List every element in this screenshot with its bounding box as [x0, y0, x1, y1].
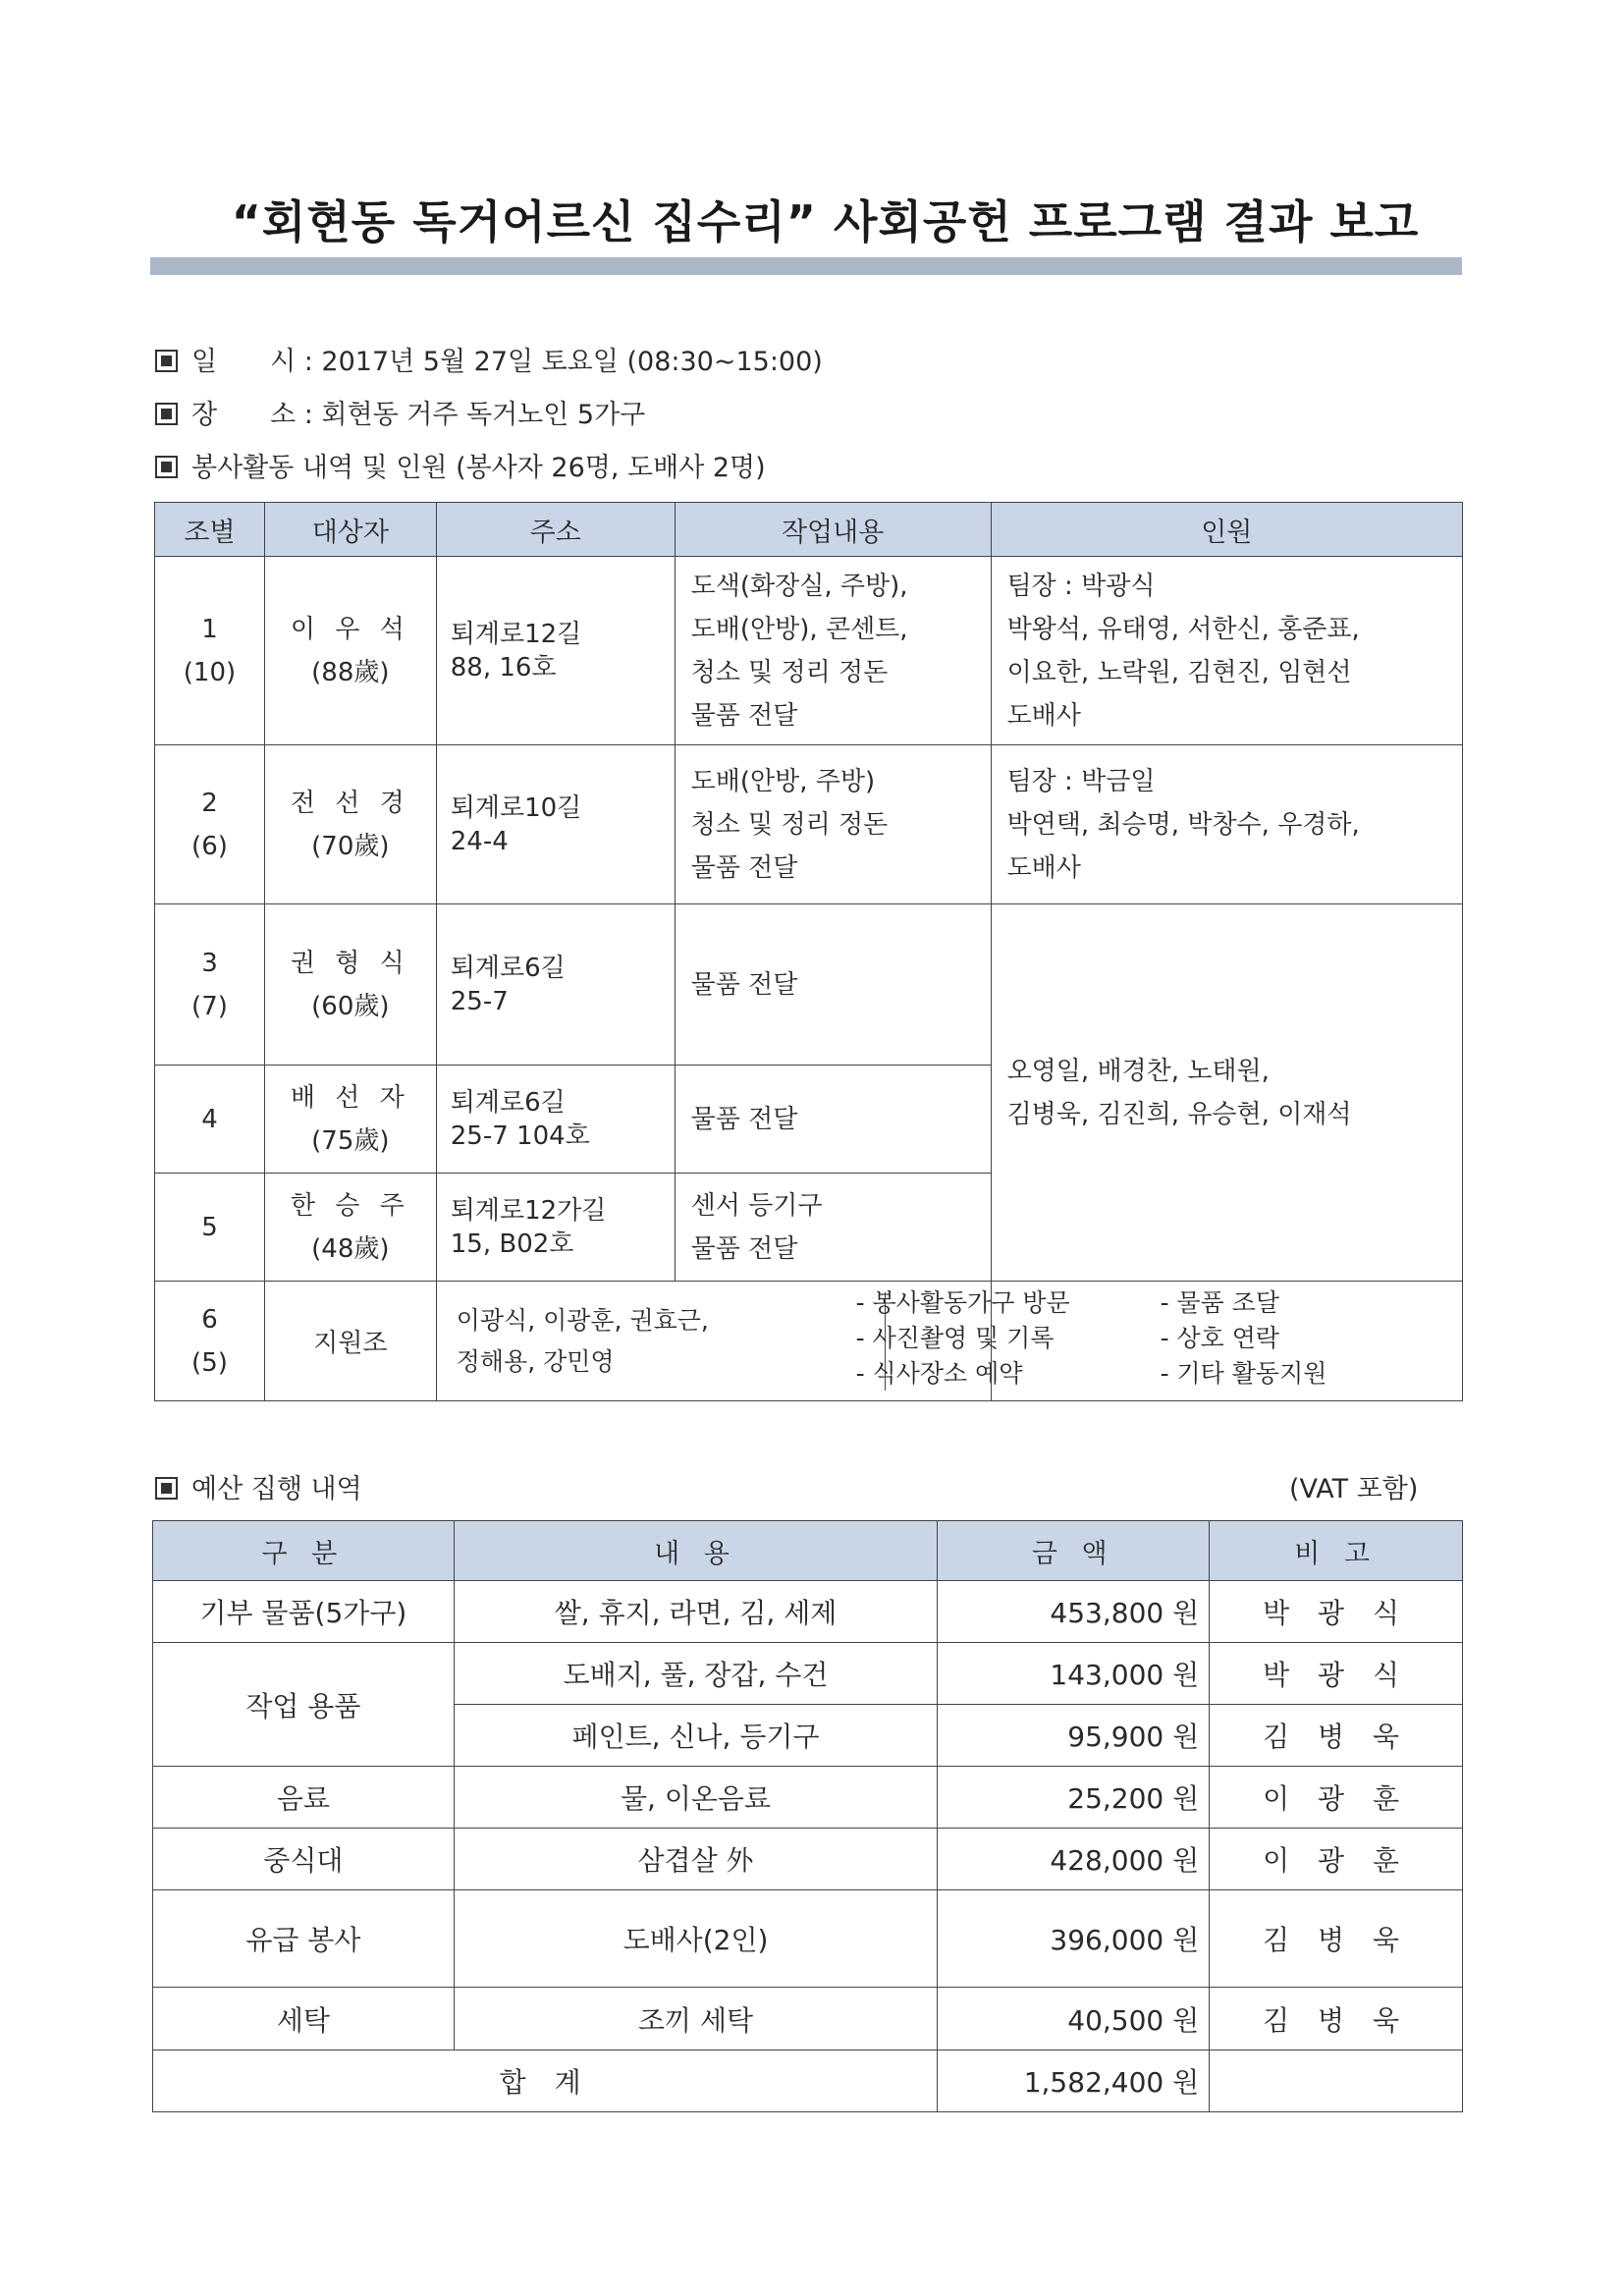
table-row: 3 (7) 권 형 식 (60歲) 퇴계로6길 25-7 물품 전달 오영일, 배경찬, 노태원, 김병욱, 김진희, 유승현, 이재석: [155, 904, 1463, 1066]
table-row: 페인트, 신나, 등기구 95,900 원 김 병 욱: [153, 1705, 1463, 1767]
table-row: 기부 물품(5가구) 쌀, 휴지, 라면, 김, 세제 453,800 원 박 광 식: [153, 1581, 1463, 1643]
table-header-row: [155, 503, 1463, 557]
header-address: 주소: [436, 503, 675, 557]
info-place: 장 소 : 회현동 거주 독거노인 5가구: [155, 393, 645, 431]
info-activity: 봉사활동 내역 및 인원 (봉사자 26명, 도배사 2명): [155, 446, 766, 484]
header-group: 조별: [155, 503, 265, 557]
total-amount: 1,582,400 원: [938, 2050, 1210, 2112]
page-title: “회현동 독거어르신 집수리” 사회공헌 프로그램 결과 보고: [231, 195, 1420, 248]
square-bullet-icon: [155, 403, 178, 425]
vat-note: (VAT 포함): [1289, 1474, 1419, 1504]
support-tasks: - 봉사활동가구 방문 - 물품 조달 - 사진촬영 및 기록 - 상호 연락 - 식사장소 예약 - 기타 활동지원: [991, 1282, 1462, 1401]
table-row: 중식대 삼겹살 外 428,000 원 이 광 훈: [153, 1829, 1463, 1890]
table-row: 4 배 선 자 (75歲) 퇴계로6길 25-7 104호 물품 전달: [155, 1066, 1463, 1174]
table-row: 5 한 승 주 (48歲) 퇴계로12가길 15, B02호 센서 등기구 물품 전달: [155, 1174, 1463, 1282]
shared-staff-cell: 오영일, 배경찬, 노태원, 김병욱, 김진희, 유승현, 이재석: [991, 904, 1462, 1282]
table-row: 음료 물, 이온음료 25,200 원 이 광 훈: [153, 1767, 1463, 1829]
budget-section-label: 예산 집행 내역: [155, 1467, 362, 1505]
square-bullet-icon: [155, 456, 178, 478]
volunteer-table: [154, 502, 1463, 1401]
square-bullet-icon: [155, 350, 178, 372]
total-label: 합 계: [153, 2050, 938, 2112]
table-row: 1 (10) 이 우 석 (88歲) 퇴계로12길 88, 16호 도색(화장실, 주방), 도배(안방), 콘센트, 청소 및 정리 정돈 물품 전달 팀장 : 박광식 박왕석, 유태영, 서한신, 홍준표, 이요한, 노락원, 김현진, 임현선 도배사: [155, 557, 1463, 745]
title-underline: [150, 257, 1462, 275]
table-row: 세탁 조끼 세탁 40,500 원 김 병 욱: [153, 1988, 1463, 2050]
budget-header-row: 구 분 내 용 금 액 비 고: [153, 1521, 1463, 1581]
support-row: 6 (5) 지원조 이광식, 이광훈, 권효근, 정해용, 강민영 - 봉사활동가구 방문 - 물품 조달 - 사진촬영 및 기록 - 상호 연락 - 식사장소 예약 - 기타 활동지원: [155, 1282, 1463, 1401]
header-work: 작업내용: [675, 503, 991, 557]
total-row: [153, 2050, 1463, 2112]
info-date: 일 시 : 2017년 5월 27일 토요일 (08:30~15:00): [155, 340, 823, 378]
square-bullet-icon: [155, 1477, 178, 1500]
header-target: 대상자: [264, 503, 436, 557]
header-staff: 인원: [991, 503, 1462, 557]
table-row: 작업 용품 도배지, 풀, 장갑, 수건 143,000 원 박 광 식: [153, 1643, 1463, 1705]
table-row: 유급 봉사 도배사(2인) 396,000 원 김 병 욱: [153, 1890, 1463, 1988]
budget-table: [152, 1520, 1463, 2112]
support-members: 이광식, 이광훈, 권효근, 정해용, 강민영: [437, 1292, 886, 1391]
table-row: 2 (6) 전 선 경 (70歲) 퇴계로10길 24-4 도배(안방, 주방) 청소 및 정리 정돈 물품 전달 팀장 : 박금일 박연택, 최승명, 박창수, 우경하, 도배사: [155, 745, 1463, 904]
